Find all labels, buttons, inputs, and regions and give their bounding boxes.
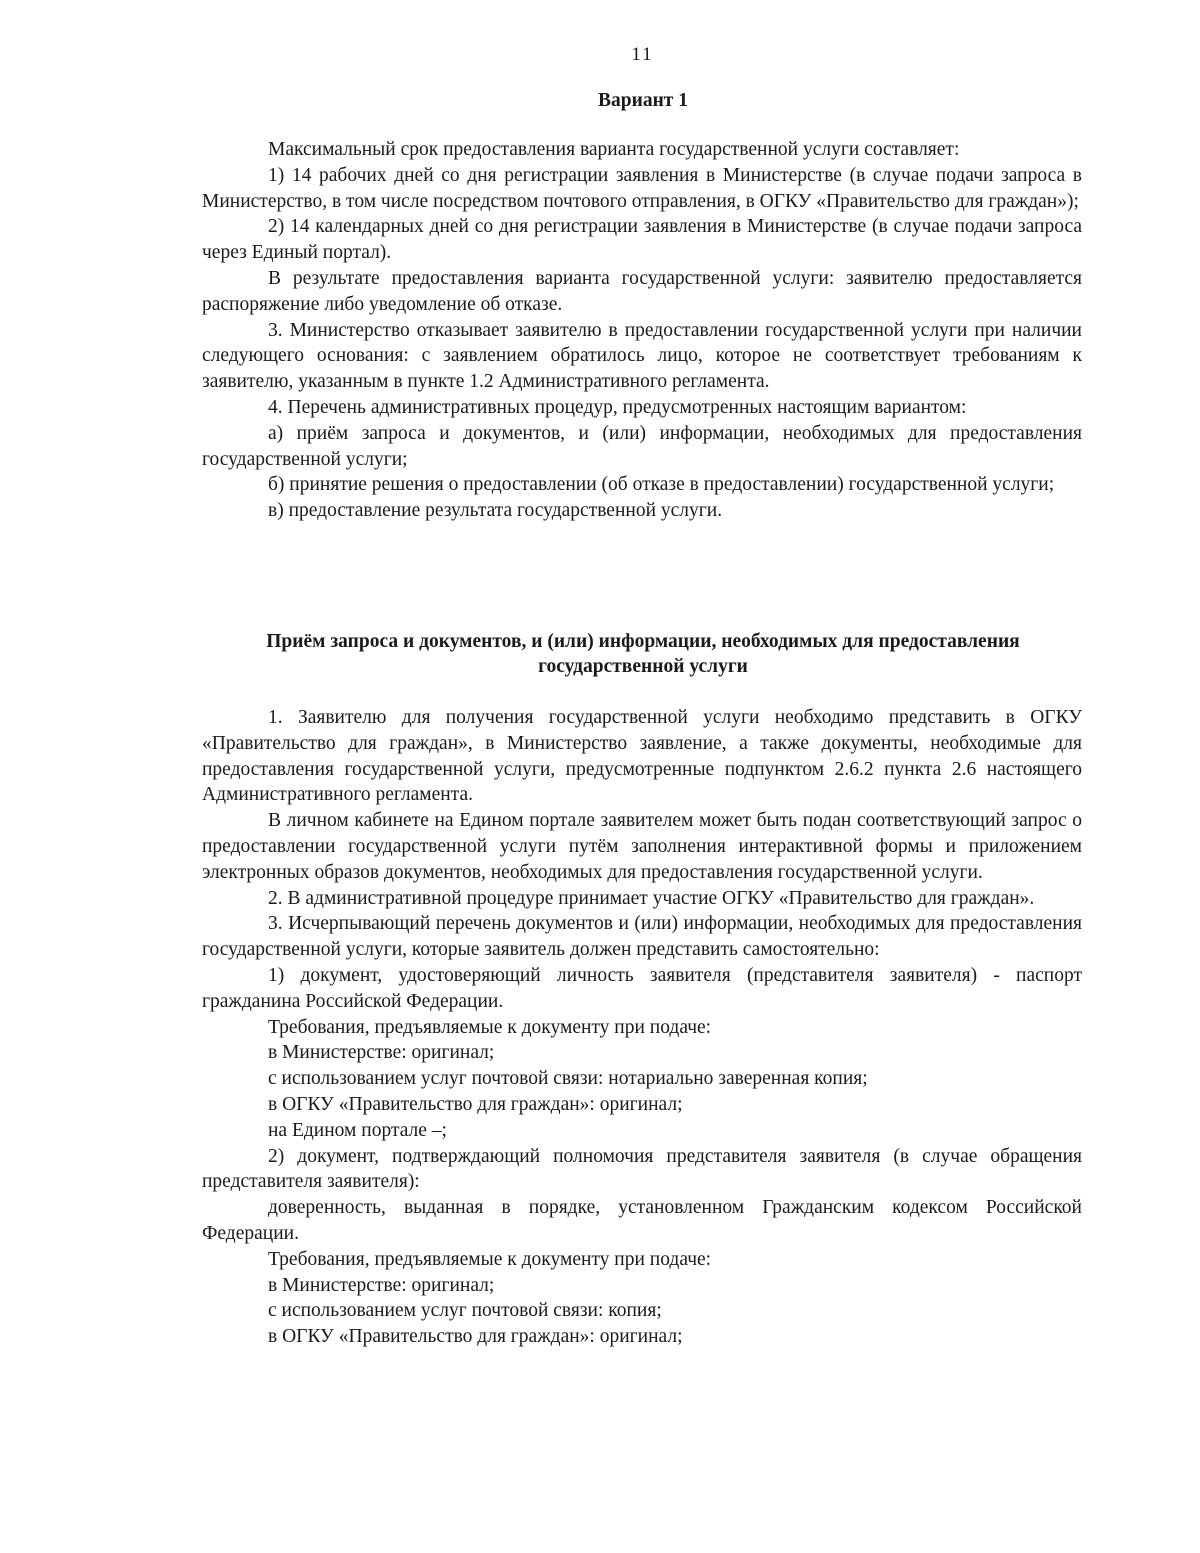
paragraph: 3. Исчерпывающий перечень документов и (или) информации, необходимых для предоставления государственной услуги, которые заявитель должен представить самостоятельно: [202, 913, 1082, 961]
page-number: 11 [631, 44, 654, 65]
paragraph: на Едином портале –; [268, 1119, 447, 1141]
paragraph: Требования, предъявляемые к документу при подаче: [268, 1248, 712, 1270]
paragraph: В личном кабинете на Едином портале заявителем может быть подан соответствующий запрос о предоставлении государственной услуги путём заполнения интерактивной формы и приложением электронных образов документов, необходимых для предоставления государственной услуги. [202, 810, 1082, 883]
paragraph: в ОГКУ «Правительство для граждан»: оригинал; [268, 1093, 683, 1115]
paragraph: в) предоставление результата государственной услуги. [268, 500, 723, 522]
paragraph: 1. Заявителю для получения государственной услуги необходимо представить в ОГКУ «Правительство для граждан», в Министерство заявление, а также документы, необходимые для предоставления государственной услуги, предусмотренные подпунктом 2.6.2 пункта 2.6 настоящего Административного регламента. [202, 707, 1082, 806]
paragraph: 1) документ, удостоверяющий личность заявителя (представителя заявителя) - паспорт гражданина Российской Федерации. [202, 964, 1082, 1012]
paragraph: В результате предоставления варианта государственной услуги: заявителю предоставляется распоряжение либо уведомление об отказе. [202, 267, 1082, 315]
paragraph: в Министерстве: оригинал; [268, 1042, 495, 1064]
paragraph: Требования, предъявляемые к документу при подаче: [268, 1016, 712, 1038]
paragraph: с использованием услуг почтовой связи: копия; [268, 1300, 662, 1322]
paragraph: 2) документ, подтверждающий полномочия представителя заявителя (в случае обращения представителя заявителя): [202, 1145, 1082, 1193]
paragraph: 2) 14 календарных дней со дня регистрации заявления в Министерстве (в случае подачи запроса через Единый портал). [202, 216, 1082, 264]
section-body [202, 705, 1082, 1350]
paragraph: Максимальный срок предоставления варианта государственной услуги составляет: [268, 139, 960, 160]
paragraph: а) приём запроса и документов, и (или) информации, необходимых для предоставления государственной услуги; [202, 422, 1082, 470]
variant-body [202, 137, 1082, 524]
paragraph: в Министерстве: оригинал; [268, 1274, 495, 1296]
paragraph: с использованием услуг почтовой связи: нотариально заверенная копия; [268, 1068, 868, 1090]
paragraph: 4. Перечень административных процедур, предусмотренных настоящим вариантом: [268, 396, 967, 418]
paragraph: б) принятие решения о предоставлении (об отказе в предоставлении) государственной услуги; [268, 474, 1055, 496]
paragraph: в ОГКУ «Правительство для граждан»: оригинал; [268, 1326, 683, 1348]
variant-heading: Вариант 1 [597, 90, 689, 111]
paragraph: 2. В административной процедуре принимает участие ОГКУ «Правительство для граждан». [268, 887, 1035, 909]
paragraph: 3. Министерство отказывает заявителю в предоставлении государственной услуги при наличии следующего основания: с заявлением обратилось лицо, которое не соответствует требованиям к заявителю, указанным в пункте 1.2 Административного регламента. [202, 319, 1082, 393]
paragraph: доверенность, выданная в порядке, установленном Гражданским кодексом Российской Федерации. [202, 1197, 1082, 1244]
section-heading: Приём запроса и документов, и (или) информации, необходимых для предоставления государственной услуги [266, 631, 1020, 677]
paragraph: 1) 14 рабочих дней со дня регистрации заявления в Министерстве (в случае подачи запроса в Министерство, в том числе посредством почтового отправления, в ОГКУ «Правительство для граждан»); [202, 164, 1082, 212]
